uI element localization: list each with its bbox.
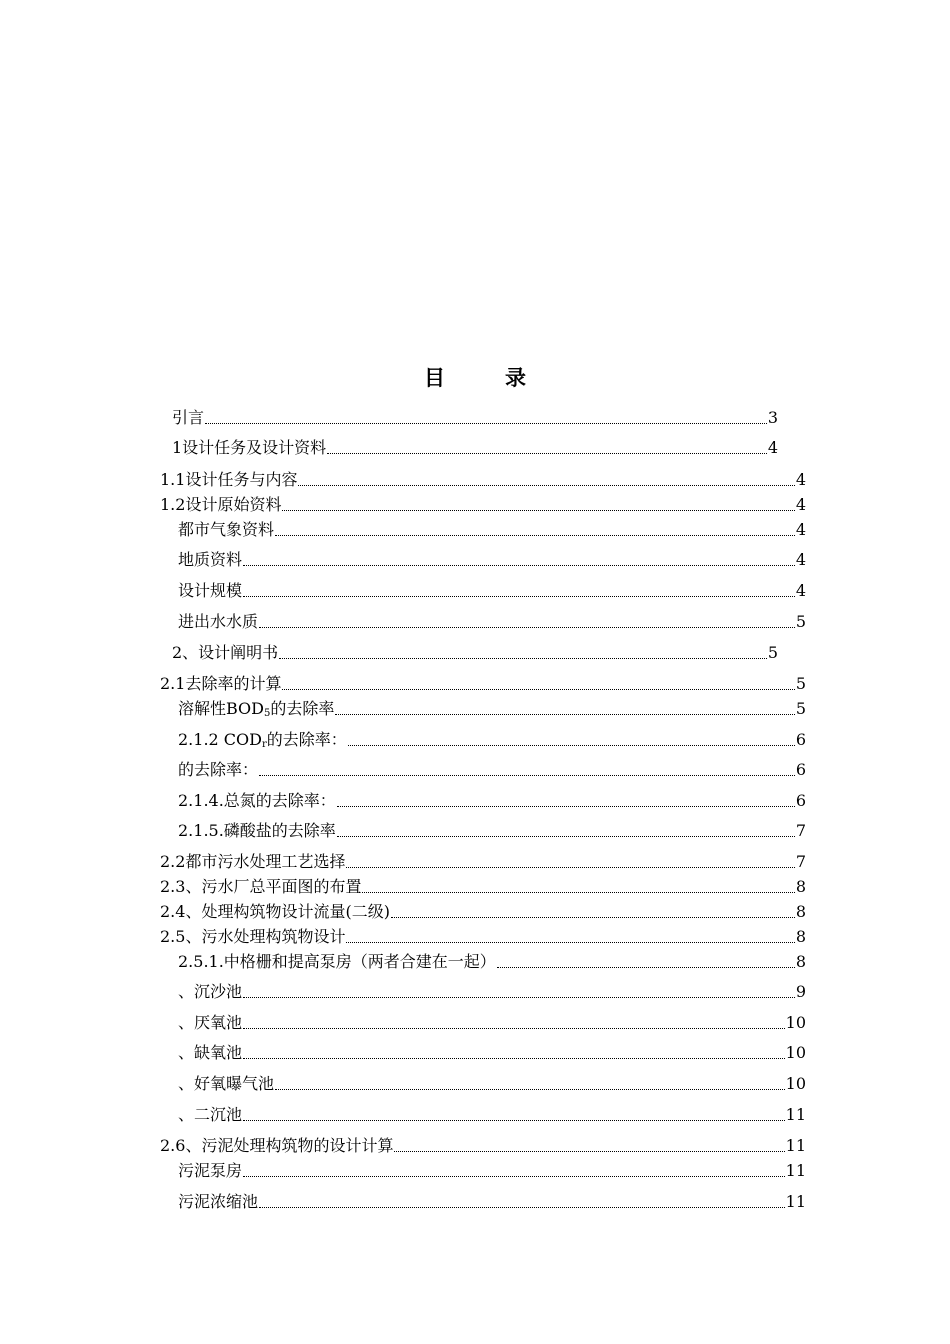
toc-entry-label: 2.2都市污水处理工艺选择 [160,852,346,871]
toc-entry-label: 2.1.5.磷酸盐的去除率 [178,821,336,840]
toc-entry-label: 2.6、污泥处理构筑物的设计计算 [160,1136,394,1155]
toc-title-right: 录 [505,365,526,390]
toc-entry-page: 11 [785,1161,806,1180]
toc-entry-subscript: 5 [264,708,271,719]
toc-entry[interactable] [178,1105,806,1125]
toc-dot-leader [243,1057,785,1059]
toc-entry-page: 4 [795,495,806,514]
toc-entry[interactable] [178,581,806,601]
toc-entry-page: 5 [795,674,806,693]
toc-dot-leader [205,422,767,424]
toc-dot-leader [243,564,795,566]
toc-entry-page: 4 [795,520,806,539]
toc-dot-leader [275,1088,785,1090]
toc-entry-page: 8 [795,877,806,896]
toc-entry[interactable] [178,1013,806,1033]
toc-entry-label: 1设计任务及设计资料 [172,438,327,457]
toc-entry-page: 11 [785,1192,806,1211]
toc-entry-page: 6 [795,791,806,810]
toc-entry-label: 污泥浓缩池 [178,1192,259,1211]
toc-dot-leader [259,1206,785,1208]
toc-entry[interactable] [178,1043,806,1063]
toc-dot-leader [335,713,794,715]
toc-entry-page: 10 [785,1074,806,1093]
toc-entry[interactable] [178,760,806,780]
toc-entry-page: 6 [795,730,806,749]
toc-entry-page: 7 [795,821,806,840]
toc-entry-page: 10 [785,1043,806,1062]
toc-entry-page: 8 [795,952,806,971]
toc-entry[interactable] [178,1161,806,1181]
toc-entry[interactable] [178,699,806,719]
toc-entry[interactable] [160,1136,806,1156]
toc-entry-label: 、好氧曝气池 [178,1074,275,1093]
toc-entry-page: 4 [795,581,806,600]
toc-entry-label: 、缺氧池 [178,1043,243,1062]
toc-entry-label: 、二沉池 [178,1105,243,1124]
toc-dot-leader [243,595,795,597]
toc-entry[interactable] [160,674,806,694]
toc-dot-leader [259,626,795,628]
toc-entry[interactable] [160,852,806,872]
toc-entry[interactable] [178,821,806,841]
toc-entry-page: 11 [785,1105,806,1124]
toc-entry-page: 5 [767,643,778,662]
toc-entry-page: 8 [795,902,806,921]
toc-entry-label: 2.4、处理构筑物设计流量(二级) [160,902,390,921]
toc-entry-label: 1.1设计任务与内容 [160,470,298,489]
toc-entry[interactable] [160,877,806,897]
toc-entry-label: 引言 [172,408,205,427]
toc-entry-label: 、沉沙池 [178,982,243,1001]
toc-entry-label: 1.2设计原始资料 [160,495,282,514]
toc-entry-label: 的去除率： [178,760,259,779]
toc-title [0,362,950,392]
toc-entry[interactable] [178,791,806,811]
toc-entry-label: 2.3、污水厂总平面图的布置 [160,877,362,896]
toc-entry-label: 污泥泵房 [178,1161,243,1180]
toc-entry-label: 2.5.1.中格栅和提高泵房（两者合建在一起） [178,952,496,971]
toc-entry-label: 进出水水质 [178,612,259,631]
toc-dot-leader [346,866,794,868]
toc-entry-subscript: r [261,739,267,750]
toc-entry-page: 8 [795,927,806,946]
toc-entry-label: 2、设计阐明书 [172,643,279,662]
toc-entry[interactable] [160,902,806,922]
toc-entry[interactable] [178,550,806,570]
toc-dot-leader [298,484,794,486]
toc-dot-leader [275,534,795,536]
toc-dot-leader [348,744,795,746]
toc-entry[interactable] [160,470,806,490]
toc-dot-leader [243,1119,785,1121]
toc-dot-leader [243,1175,785,1177]
toc-dot-leader [337,835,795,837]
toc-entry[interactable] [160,495,806,515]
toc-entry-label: 2.1去除率的计算 [160,674,282,693]
toc-dot-leader [391,916,795,918]
toc-entry[interactable] [178,1074,806,1094]
toc-entry[interactable] [172,438,778,458]
toc-entry-label: 都市气象资料 [178,520,275,539]
toc-entry[interactable] [178,520,806,540]
toc-dot-leader [337,805,795,807]
toc-entry-label: 设计规模 [178,581,243,600]
toc-title-left: 目 [424,365,445,390]
toc-entry[interactable] [178,612,806,632]
toc-entry-page: 5 [795,699,806,718]
toc-dot-leader [497,966,795,968]
toc-entry-label: 2.5、污水处理构筑物设计 [160,927,346,946]
toc-entry-label: 、厌氧池 [178,1013,243,1032]
toc-entry-page: 11 [785,1136,806,1155]
toc-dot-leader [279,657,767,659]
toc-entry-label: 2.1.4.总氮的去除率： [178,791,336,810]
toc-entry[interactable] [178,952,806,972]
toc-entry-page: 9 [795,982,806,1001]
toc-dot-leader [346,941,794,943]
toc-entry-label: 2.1.2 $COD_r$的去除率： [178,730,347,750]
toc-entry[interactable] [178,1192,806,1212]
toc-dot-leader [282,688,794,690]
toc-entry-page: 6 [795,760,806,779]
toc-dot-leader [394,1150,784,1152]
toc-entry-page: 4 [795,550,806,569]
toc-entry[interactable] [160,927,806,947]
toc-entry[interactable] [172,643,778,663]
toc-dot-leader [243,996,795,998]
toc-entry-page: 4 [795,470,806,489]
toc-entry[interactable] [172,408,778,428]
toc-entry-page: 7 [795,852,806,871]
toc-entry-page: 4 [767,438,778,457]
toc-dot-leader [243,1027,785,1029]
toc-entry[interactable] [178,730,806,750]
toc-dot-leader [259,774,795,776]
toc-entry-label: 地质资料 [178,550,243,569]
toc-entry-page: 10 [785,1013,806,1032]
toc-dot-leader [282,509,794,511]
toc-entry-page: 5 [795,612,806,631]
toc-entry-label: 溶解性$BOD_5$的去除率 [178,699,335,719]
toc-entry-page: 3 [767,408,778,427]
toc-entry[interactable] [178,982,806,1002]
toc-dot-leader [362,891,794,893]
toc-dot-leader [327,452,767,454]
